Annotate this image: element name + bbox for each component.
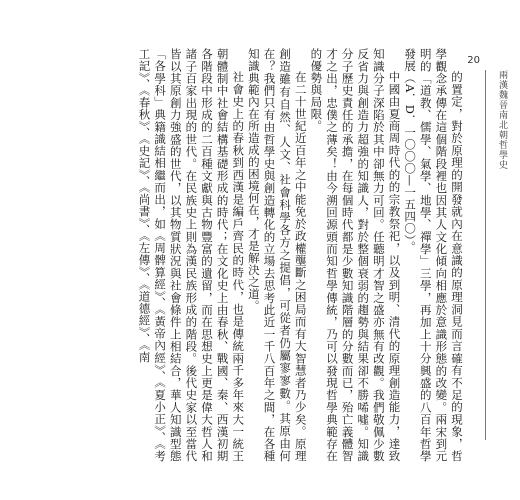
header-divider (485, 70, 486, 440)
body-text (104, 48, 464, 462)
paragraph: 社會史上的春秋到西漢是編戶齊民的時代，也是傳統兩千多年來大一統王朝體制中社會結構基礎形成的時代；在文化史上由春秋、戰國、秦、西漢初期各階段中形成的二百種文獻與古物豐富的遺留，而在思想史上更是偉大哲人和諸子百家出現的世代。在民族史上則為漢民族形成的階段。後代史家以至當代皆以其原創力強盛的世代，以其物質狀況與社會條件上相結合，華人知識型態「各學科」典籍識結相繼而出，如《周髀算經》、《黃帝內經》、《夏小正》、《考工記》、《春秋》、《史記》、《尚書》、《左傳》、《道德經》、《南 (137, 48, 246, 462)
paragraph: 中國由夏商周時代的的宗教祭祀，以及到明、清代的原理創造能力，達致知識分子深陷於其中卻無力可回。任聽明才智之盛亦無有改觀。我們敬佩少數反省力與創造力超強的知識人，對於整個衰弱的趨勢與結果卻不勝唏噓。知識分子歷史責任的承擔，在每個時代都是少數知識階層的分數而已，殆亡義體智才之出，忠僕之薄矣！由今溯回源頭而知哲學傳統，乃可以發現哲學典範存在的優勢與局限。 (309, 48, 402, 462)
page-number: 20 (467, 55, 480, 66)
paragraph: 的置定，對於原理的開發就內在意識的原理洞見而言確有不足的現象，哲學觀念承傳在這個階段裡也因其人文化傾向相應於意識形態的改變。兩宋到元明的「道教、儒學、氣學、地學、禪學」三學，再加上十分興盛的八百年哲學發展（A．D．一〇〇〇—一五四〇）。 (403, 48, 464, 462)
paragraph: 在二十世紀近百年之中能免於政權壟斷之困局而有大智慧者乃少矣。原理創造雖有自然、人文、社會科學各方之提倡，可從者仍屬寥寥數。其原由何在？我們只有由哲學史與創造轉化的立場去思考此近一千八百年之間，在各種知識典範內在所造成的困境何在，才是解決之道。 (246, 48, 308, 462)
running-header: 兩漢魏晉南北朝哲學史 (497, 70, 507, 170)
